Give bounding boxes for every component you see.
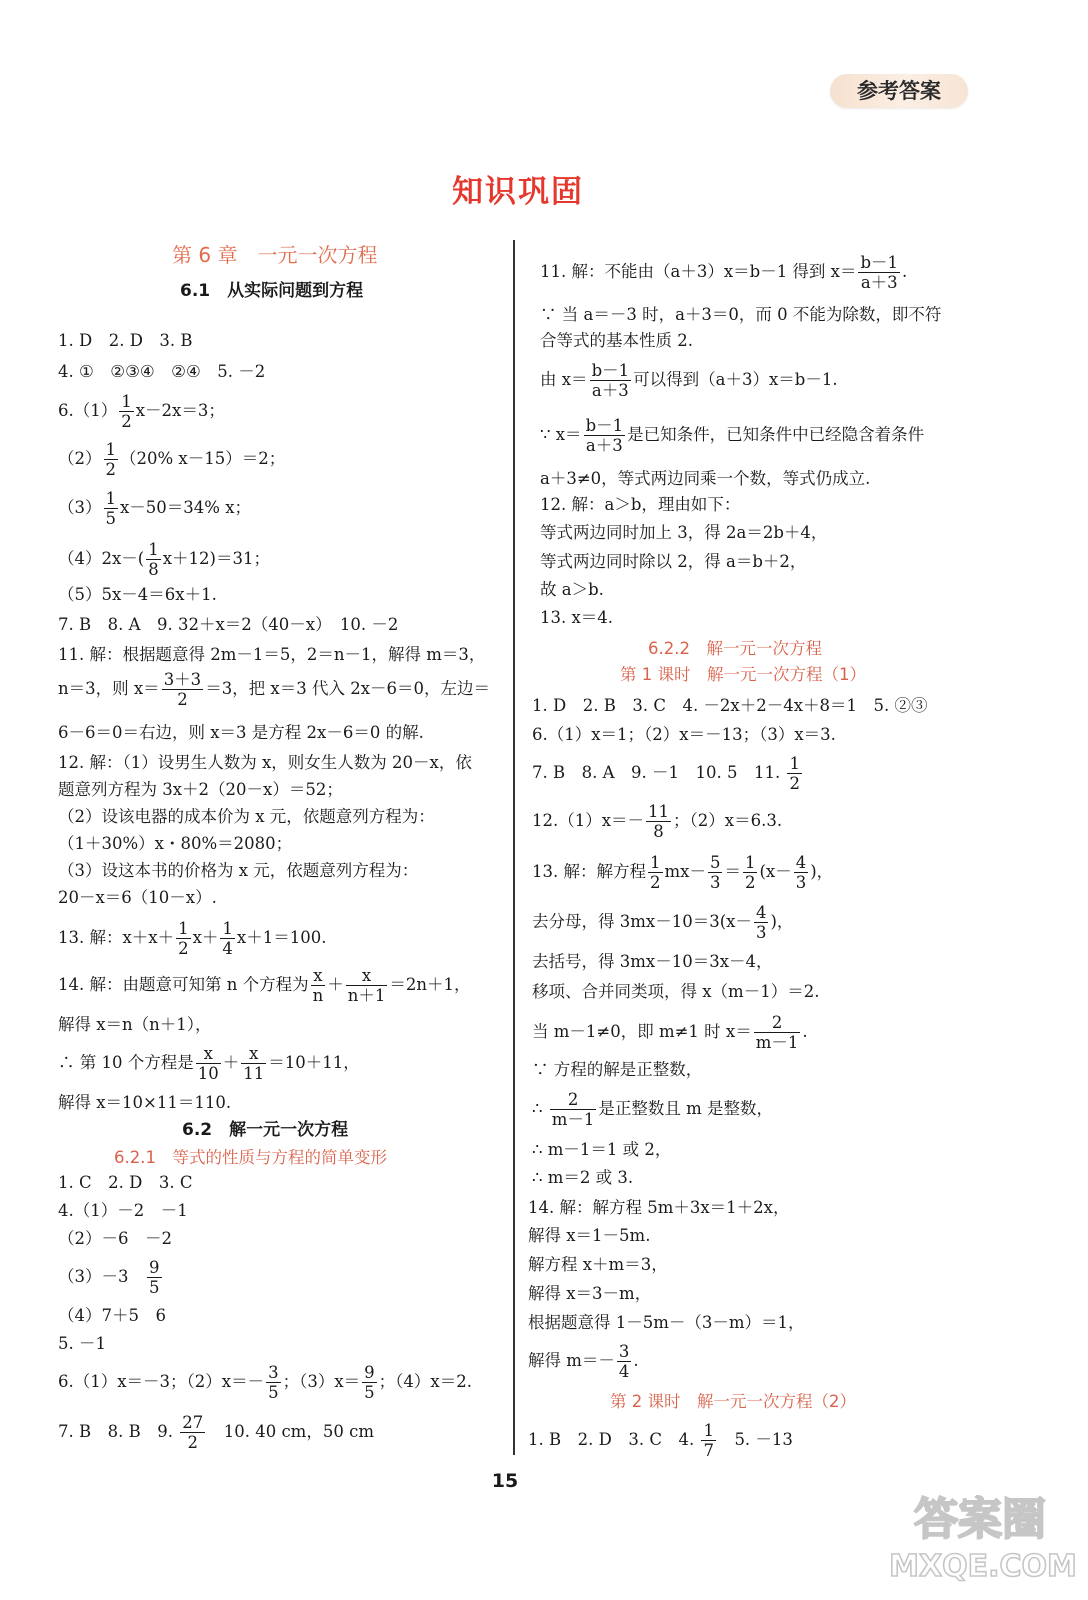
answer-line: （4）7＋5 6 (58, 1306, 166, 1325)
answer-line: 故 a＞b. (540, 580, 604, 599)
answer-line: 1. C 2. D 3. C (58, 1173, 193, 1192)
fraction: $\frac{1}{5}$ (105, 489, 116, 528)
fraction: $\frac{b-1}{a+3}$ (591, 361, 630, 400)
fraction: $\frac{x}{n+1}$ (347, 966, 386, 1005)
fraction: $\frac{1}{4}$ (222, 919, 233, 958)
watermark-text: 答案圈 (914, 1494, 1046, 1545)
answer-line: 20－x＝6（10－x）. (58, 888, 217, 907)
fraction: $\frac{x}{10}$ (197, 1044, 219, 1083)
fraction: $\frac{x}{11}$ (243, 1044, 265, 1083)
fraction: $\frac{2}{m-1}$ (755, 1013, 799, 1052)
answer-line: 合等式的基本性质 2. (540, 331, 693, 350)
chapter-title: 第 6 章 一元一次方程 (172, 243, 378, 267)
answer-line: （4）2x－( $\frac{1}{8}$ x＋12)＝31； (58, 540, 270, 579)
fraction: $\frac{b-1}{a+3}$ (860, 253, 899, 292)
fraction: $\frac{27}{2}$ (182, 1413, 204, 1452)
answer-line: 解得 x＝n（n＋1）， (58, 1015, 212, 1034)
answer-line: 等式两边同时除以 2，得 a＝b＋2， (540, 552, 807, 571)
answer-line: （5）5x－4＝6x＋1. (58, 585, 217, 604)
subsection-title-6-2-1: 6.2.1 等式的性质与方程的简单变形 (114, 1148, 387, 1167)
fraction: $\frac{3}{5}$ (268, 1363, 279, 1402)
answer-line: （1＋30%）x・80%＝2080； (58, 834, 293, 853)
answer-line: （3）－3 $\frac{9}{5}$ (58, 1258, 160, 1297)
fraction: $\frac{1}{2}$ (178, 919, 189, 958)
answer-line: （3）设这本书的价格为 x 元，依题意列方程为： (58, 861, 419, 880)
fraction: $\frac{1}{2}$ (650, 853, 661, 892)
answer-line: 去分母，得 3mx－10＝3(x－ $\frac{4}{3}$ )， (532, 903, 794, 942)
lesson-2-title: 第 2 课时 解一元一次方程（2） (610, 1392, 856, 1411)
answer-line: 解得 x＝3－m， (528, 1284, 652, 1303)
answer-line: ∴ 第 10 个方程是 $\frac{x}{10}$ ＋ $\frac{x}{11}$ ＝10＋11， (58, 1044, 360, 1083)
answer-line: 等式两边同时加上 3，得 2a＝2b＋4， (540, 523, 828, 542)
answer-line: 11. 解：不能由（a＋3）x＝b－1 得到 x＝ $\frac{b-1}{a+3}$ . (540, 253, 908, 292)
answer-line: 4.（1）－2 －1 (58, 1201, 188, 1220)
answer-line: 题意列方程为 3x＋2（20－x）＝52； (58, 780, 343, 799)
watermark-domain: MXQE.COM (889, 1549, 1077, 1584)
fraction: $\frac{3}{4}$ (618, 1342, 630, 1381)
column-divider (513, 240, 515, 1455)
fraction: $\frac{9}{5}$ (149, 1258, 160, 1297)
answer-line: 当 m－1≠0，即 m≠1 时 x＝ $\frac{2}{m-1}$ . (532, 1013, 808, 1052)
answer-line: 1. D 2. B 3. C 4. －2x＋2－4x＋8＝1 5. ②③ (532, 696, 928, 715)
answer-line: ∵ 方程的解是正整数， (532, 1060, 703, 1079)
lesson-1-title: 第 1 课时 解一元一次方程（1） (620, 665, 866, 684)
watermark-logo (888, 1476, 1078, 1588)
answer-line: ∴ $\frac{2}{m-1}$ 是正整数且 m 是整数， (532, 1090, 774, 1129)
answer-line: ∴ m－1＝1 或 2， (532, 1140, 672, 1159)
fraction: $\frac{5}{3}$ (709, 853, 721, 892)
answer-line: 7. B 8. A 9. 32＋x＝2（40－x） 10. －2 (58, 615, 399, 634)
answer-line: 6－6＝0＝右边，则 x＝3 是方程 2x－6＝0 的解. (58, 723, 424, 742)
answer-line: 解方程 x＋m＝3， (528, 1255, 668, 1274)
answer-line: （2）－6 －2 (58, 1229, 172, 1248)
answer-line: 解得 x＝1－5m. (528, 1226, 651, 1245)
answer-line: 6.（1）x＝－3；（2）x＝－ $\frac{3}{5}$ ；（3）x＝ $\frac{9}{5}$ ；（4）x＝2. (58, 1363, 472, 1402)
answer-line: （2）设该电器的成本价为 x 元，依题意列方程为： (58, 807, 435, 826)
answer-line: 1. D 2. D 3. B (58, 331, 193, 350)
fraction: $\frac{9}{5}$ (364, 1363, 375, 1402)
answer-line: 去括号，得 3mx－10＝3x－4， (532, 952, 773, 971)
answer-line: 11. 解：根据题意得 2m－1＝5，2＝n－1，解得 m＝3， (58, 645, 486, 664)
answer-line: 12. 解：a＞b，理由如下： (540, 495, 741, 514)
fraction: $\frac{1}{2}$ (789, 754, 800, 793)
fraction: $\frac{1}{2}$ (105, 440, 116, 479)
answer-line: 12.（1）x＝－ $\frac{11}{8}$ ；（2）x＝6.3. (532, 802, 783, 841)
fraction: $\frac{1}{2}$ (121, 392, 132, 431)
page-number: 15 (491, 1470, 519, 1492)
fraction: $\frac{3+3}{2}$ (163, 670, 202, 709)
answer-line: 13. x＝4. (540, 608, 614, 627)
fraction: $\frac{1}{8}$ (148, 540, 159, 579)
section-title-6-1: 6.1 从实际问题到方程 (180, 281, 364, 301)
answer-key-tag: 参考答案 (830, 74, 968, 108)
fraction: $\frac{1}{2}$ (744, 853, 756, 892)
answer-line: （3） $\frac{1}{5}$ x－50＝34% x； (58, 489, 252, 528)
fraction: $\frac{x}{n}$ (312, 966, 324, 1005)
answer-line: 7. B 8. B 9. $\frac{27}{2}$ 10. 40 cm，50 cm (58, 1413, 374, 1452)
answer-line: 由 x＝ $\frac{b-1}{a+3}$ 可以得到（a＋3）x＝b－1. (540, 361, 838, 400)
fraction: $\frac{11}{8}$ (648, 802, 670, 841)
fraction: $\frac{4}{3}$ (755, 903, 767, 942)
answer-line: 13. 解：解方程 $\frac{1}{2}$ mx－ $\frac{5}{3}$ ＝ $\frac{1}{2}$ (x－ $\frac{4}{3}$ )， (532, 853, 834, 892)
answer-line: 根据题意得 1－5m－（3－m）＝1， (528, 1313, 805, 1332)
answer-line: 移项、合并同类项，得 x（m－1）＝2. (532, 982, 820, 1001)
answer-line: ∵ 当 a＝－3 时，a＋3＝0，而 0 不能为除数，即不符 (540, 305, 942, 324)
fraction: $\frac{2}{m-1}$ (551, 1090, 595, 1129)
answer-line: 14. 解：由题意可知第 n 个方程为 $\frac{x}{n}$ ＋ $\frac{x}{n+1}$ ＝2n＋1， (58, 966, 471, 1005)
subsection-title-6-2-2: 6.2.2 解一元一次方程 (648, 639, 822, 658)
answer-line: 1. B 2. D 3. C 4. $\frac{1}{7}$ 5. －13 (528, 1421, 793, 1460)
answer-line: 4. ① ②③④ ②④ 5. －2 (58, 362, 266, 381)
section-title-6-2: 6.2 解一元一次方程 (182, 1120, 349, 1140)
answer-line: 13. 解：x＋x＋ $\frac{1}{2}$ x＋ $\frac{1}{4}$ x＋1＝100. (58, 919, 327, 958)
answer-line: 5. －1 (58, 1334, 106, 1353)
answer-line: ∵ x＝ $\frac{b-1}{a+3}$ 是已知条件，已知条件中已经隐含着条件 (540, 416, 925, 455)
answer-line: 6.（1）x＝1；（2）x＝－13；（3）x＝3. (532, 725, 836, 744)
fraction: $\frac{1}{7}$ (703, 1421, 714, 1460)
answer-line: 14. 解：解方程 5m＋3x＝1＋2x， (528, 1198, 790, 1217)
answer-line: n＝3，则 x＝ $\frac{3+3}{2}$ ＝3，把 x＝3 代入 2x－6＝0，左边＝ (58, 670, 491, 709)
answer-line: a＋3≠0，等式两边同乘一个数，等式仍成立. (540, 469, 871, 488)
fraction: $\frac{4}{3}$ (795, 853, 807, 892)
answer-line: 解得 x＝10×11＝110. (58, 1093, 232, 1112)
answer-line: 6.（1） $\frac{1}{2}$ x－2x＝3； (58, 392, 225, 431)
answer-line: 12. 解：（1）设男生人数为 x，则女生人数为 20－x，依 (58, 753, 472, 772)
fraction: $\frac{b-1}{a+3}$ (585, 416, 624, 455)
answer-line: （2） $\frac{1}{2}$ （20% x－15）＝2； (58, 440, 286, 479)
answer-line: 7. B 8. A 9. －1 10. 5 11. $\frac{1}{2}$ (532, 754, 800, 793)
page-title: 知识巩固 (452, 174, 584, 210)
answer-line: 解得 m＝－ $\frac{3}{4}$ . (528, 1342, 639, 1381)
answer-line: ∴ m＝2 或 3. (532, 1168, 634, 1187)
